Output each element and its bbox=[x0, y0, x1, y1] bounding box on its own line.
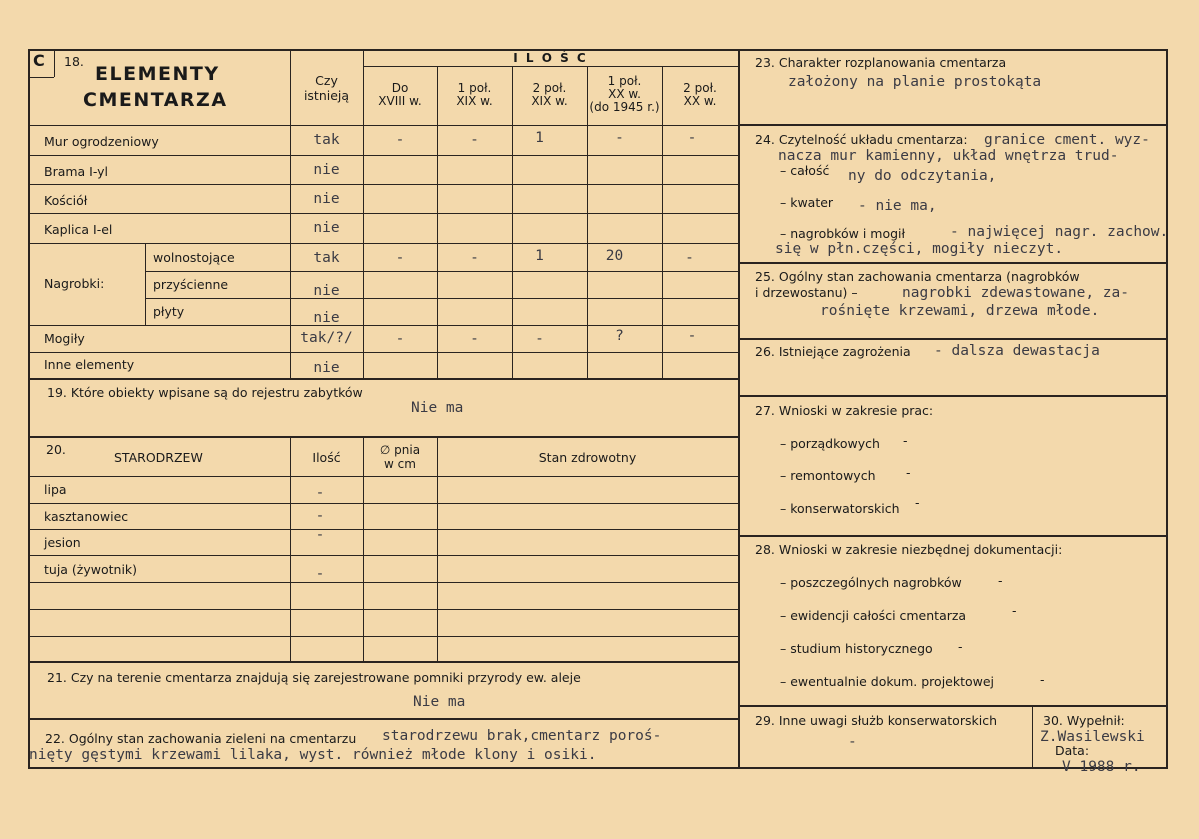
cell-mogily-2xx: - bbox=[687, 328, 697, 344]
section-28-item-ewidencji-value: - bbox=[1012, 603, 1017, 618]
col-header-2pol-xx: 2 poł. XX w. bbox=[683, 81, 717, 108]
section-20-stan-header: Stan zdrowotny bbox=[538, 450, 637, 465]
section-19-label: 19. Które obiekty wpisane są do rejestru zabytków bbox=[47, 385, 363, 400]
section-30-date-label: Data: bbox=[1055, 743, 1090, 758]
col-header-xviii: Do XVIII w. bbox=[378, 81, 422, 108]
cell-mur-xviii: - bbox=[395, 132, 405, 148]
section-27-item-remontowych-value: - bbox=[906, 465, 911, 480]
cell-mur-1xix: - bbox=[470, 132, 479, 148]
section-27-label: 27. Wnioski w zakresie prac: bbox=[755, 403, 934, 418]
row-label-nagrobki: Nagrobki: bbox=[44, 276, 105, 291]
section-28-label: 28. Wnioski w zakresie niezbędnej dokumentacji: bbox=[755, 542, 1063, 557]
col-header-1pol-xix: 1 poł. XIX w. bbox=[456, 81, 493, 108]
section-26-label: 26. Istniejące zagrożenia bbox=[755, 344, 911, 359]
cell-wolno-2xx: - bbox=[685, 250, 694, 266]
czy-plyty: nie bbox=[313, 310, 340, 326]
section-28-item-studium: – studium historycznego bbox=[780, 641, 933, 656]
tree-label-kasztanowiec: kasztanowiec bbox=[44, 509, 129, 524]
section-22-value-2: nięty gęstymi krzewami lilaka, wyst. również młode klony i osiki. bbox=[29, 747, 597, 763]
section-18-number: 18. bbox=[64, 54, 84, 69]
section-27-item-porzadkowych: – porządkowych bbox=[780, 436, 880, 451]
czy-mogily: tak/?/ bbox=[300, 330, 353, 346]
section-28-item-projektowej: – ewentualnie dokum. projektowej bbox=[780, 674, 995, 689]
czy-wolnostojace: tak bbox=[313, 250, 340, 266]
section-29-label: 29. Inne uwagi służb konserwatorskich bbox=[755, 713, 997, 728]
czy-kosciol: nie bbox=[313, 191, 340, 207]
section-25-value-1: nagrobki zdewastowane, za- bbox=[902, 285, 1129, 301]
section-28-item-ewidencji: – ewidencji całości cmentarza bbox=[780, 608, 967, 623]
section-30-name: Z.Wasilewski bbox=[1040, 729, 1145, 745]
section-22-label: 22. Ogólny stan zachowania zieleni na cmentarzu bbox=[45, 731, 357, 746]
section-27-item-remontowych: – remontowych bbox=[780, 468, 876, 483]
section-18-title-2: CMENTARZA bbox=[83, 89, 228, 111]
header-ilosc: I L O Ś C bbox=[513, 51, 588, 65]
section-24-calosc-label: – całość bbox=[780, 163, 830, 178]
col-header-1pol-xx: 1 poł. XX w. (do 1945 r.) bbox=[589, 74, 660, 114]
row-label-inne: Inne elementy bbox=[44, 357, 135, 372]
section-27-item-konserwatorskich: – konserwatorskich bbox=[780, 501, 900, 516]
tree-ilosc-kasztanowiec: - bbox=[315, 508, 325, 524]
section-21-value: Nie ma bbox=[413, 694, 466, 710]
section-28-item-nagrobkow: – poszczególnych nagrobków bbox=[780, 575, 962, 590]
cell-mogily-xviii: - bbox=[395, 331, 405, 347]
section-28-item-nagrobkow-value: - bbox=[998, 573, 1003, 588]
section-25-label-1: 25. Ogólny stan zachowania cmentarza (nagrobków bbox=[755, 269, 1080, 284]
section-21-label: 21. Czy na terenie cmentarza znajdują się zarejestrowane pomniki przyrody ew. aleje bbox=[47, 670, 581, 685]
section-24-kwater-label: – kwater bbox=[780, 195, 834, 210]
row-label-wolnostojace: wolnostojące bbox=[153, 250, 235, 265]
section-28-item-studium-value: - bbox=[958, 639, 963, 654]
cell-wolno-xviii: - bbox=[395, 250, 405, 266]
cell-mur-2xix: 1 bbox=[535, 130, 544, 146]
section-19-value: Nie ma bbox=[411, 400, 464, 416]
row-label-kosciol: Kościół bbox=[44, 193, 88, 208]
row-label-plyty: płyty bbox=[153, 304, 185, 319]
section-24-value-2: nacza mur kamienny, układ wnętrza trud- bbox=[778, 148, 1119, 164]
cell-wolno-2xix: 1 bbox=[535, 248, 544, 264]
czy-kaplica: nie bbox=[313, 220, 340, 236]
section-24-value-3: ny do odczytania, bbox=[848, 168, 997, 184]
section-22-value-1: starodrzewu brak,cmentarz poroś- bbox=[382, 728, 662, 744]
section-24-value-5: - najwięcej nagr. zachow. bbox=[950, 224, 1169, 240]
czy-przyscienne: nie bbox=[313, 283, 340, 299]
tree-ilosc-jesion: - bbox=[315, 527, 325, 543]
cell-mogily-2xix: - bbox=[535, 331, 544, 347]
section-18-title-1: ELEMENTY bbox=[95, 63, 220, 85]
cell-mogily-1xx: ? bbox=[615, 328, 624, 344]
tree-label-lipa: lipa bbox=[44, 482, 67, 497]
section-letter: C bbox=[33, 51, 45, 70]
section-20-number: 20. bbox=[46, 442, 66, 457]
section-20-ilosc-header: Ilość bbox=[312, 450, 341, 465]
section-24-value-4: - nie ma, bbox=[858, 198, 937, 214]
section-29-value: - bbox=[848, 734, 857, 750]
section-20-pnia-header: ∅ pnia w cm bbox=[379, 443, 421, 471]
cell-wolno-1xx: 20 bbox=[605, 248, 624, 264]
header-czy-istnieja: Czy istnieją bbox=[303, 73, 350, 103]
row-label-kaplica: Kaplica I-el bbox=[44, 222, 113, 237]
cell-mogily-1xix: - bbox=[470, 331, 479, 347]
section-24-nagrobkow-label: – nagrobków i mogił bbox=[780, 226, 906, 241]
section-30-label: 30. Wypełnił: bbox=[1043, 713, 1125, 728]
section-24-value-6: się w płn.części, mogiły nieczyt. bbox=[775, 241, 1064, 257]
section-23-value: założony na planie prostokąta bbox=[788, 74, 1042, 90]
cell-mur-2xx: - bbox=[687, 130, 697, 146]
cell-mur-1xx: - bbox=[615, 130, 624, 146]
section-24-value-1: granice cment. wyz- bbox=[984, 132, 1150, 148]
cell-wolno-1xix: - bbox=[470, 250, 479, 266]
section-25-label-2: i drzewostanu) – bbox=[755, 285, 858, 300]
czy-inne: nie bbox=[313, 360, 340, 376]
section-27-item-konserwatorskich-value: - bbox=[915, 495, 920, 510]
tree-label-tuja: tuja (żywotnik) bbox=[44, 562, 138, 577]
tree-label-jesion: jesion bbox=[44, 535, 81, 550]
row-label-brama: Brama I-yl bbox=[44, 164, 109, 179]
section-20-title: STARODRZEW bbox=[114, 450, 203, 465]
row-label-przyscienne: przyścienne bbox=[153, 277, 229, 292]
section-26-value: - dalsza dewastacja bbox=[934, 343, 1100, 359]
czy-mur: tak bbox=[313, 132, 340, 148]
section-27-item-porzadkowych-value: - bbox=[903, 433, 908, 448]
section-25-value-2: rośnięte krzewami, drzewa młode. bbox=[820, 303, 1100, 319]
section-24-label: 24. Czytelność układu cmentarza: bbox=[755, 132, 968, 147]
col-header-2pol-xix: 2 poł. XIX w. bbox=[531, 81, 568, 108]
row-label-mogily: Mogiły bbox=[44, 331, 85, 346]
czy-brama: nie bbox=[313, 162, 340, 178]
row-label-mur: Mur ogrodzeniowy bbox=[44, 134, 159, 149]
section-28-item-projektowej-value: - bbox=[1040, 672, 1045, 687]
tree-ilosc-tuja: - bbox=[315, 566, 325, 582]
section-30-date: V 1988 r. bbox=[1062, 759, 1141, 775]
tree-ilosc-lipa: - bbox=[315, 485, 325, 501]
section-23-label: 23. Charakter rozplanowania cmentarza bbox=[755, 55, 1007, 70]
